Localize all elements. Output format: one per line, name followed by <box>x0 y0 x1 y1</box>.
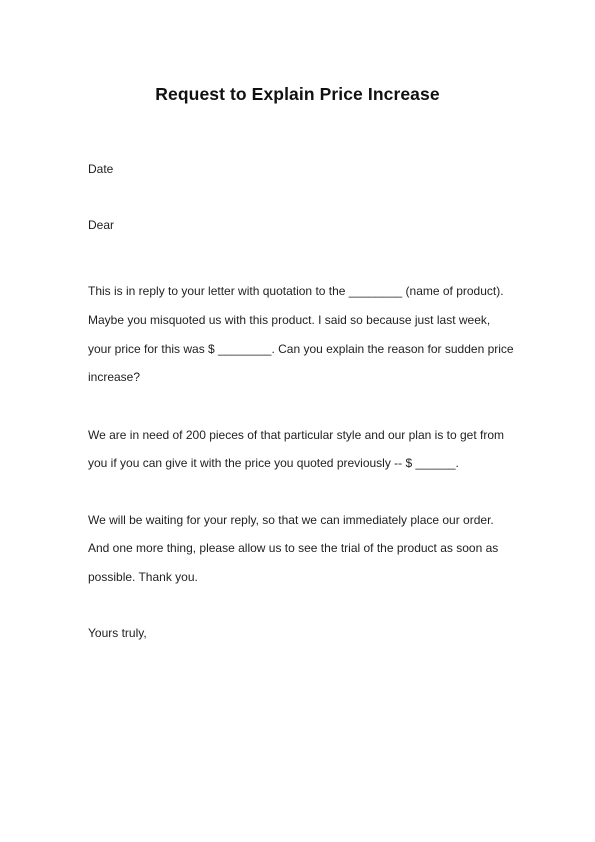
paragraph-line: possible. Thank you. <box>88 570 198 584</box>
letter-title: Request to Explain Price Increase <box>155 84 440 104</box>
paragraph-line: We are in need of 200 pieces of that particular style and our plan is to get from <box>88 428 505 442</box>
salutation: Dear <box>88 218 115 232</box>
paragraph-line: you if you can give it with the price you quoted previously -- $ ______. <box>88 456 459 470</box>
paragraph-line: This is in reply to your letter with quotation to the ________ (name of product). <box>88 284 504 298</box>
paragraph-line: your price for this was $ ________. Can you explain the reason for sudden price <box>88 342 514 356</box>
paragraph-line: Maybe you misquoted us with this product. I said so because just last week, <box>88 313 491 327</box>
date-label: Date <box>88 162 114 176</box>
paragraph-line: And one more thing, please allow us to see the trial of the product as soon as <box>88 541 499 555</box>
closing-line: Yours truly, <box>88 626 147 640</box>
paragraph-line: We will be waiting for your reply, so that we can immediately place our order. <box>88 513 494 527</box>
paragraph-line: increase? <box>88 370 141 384</box>
